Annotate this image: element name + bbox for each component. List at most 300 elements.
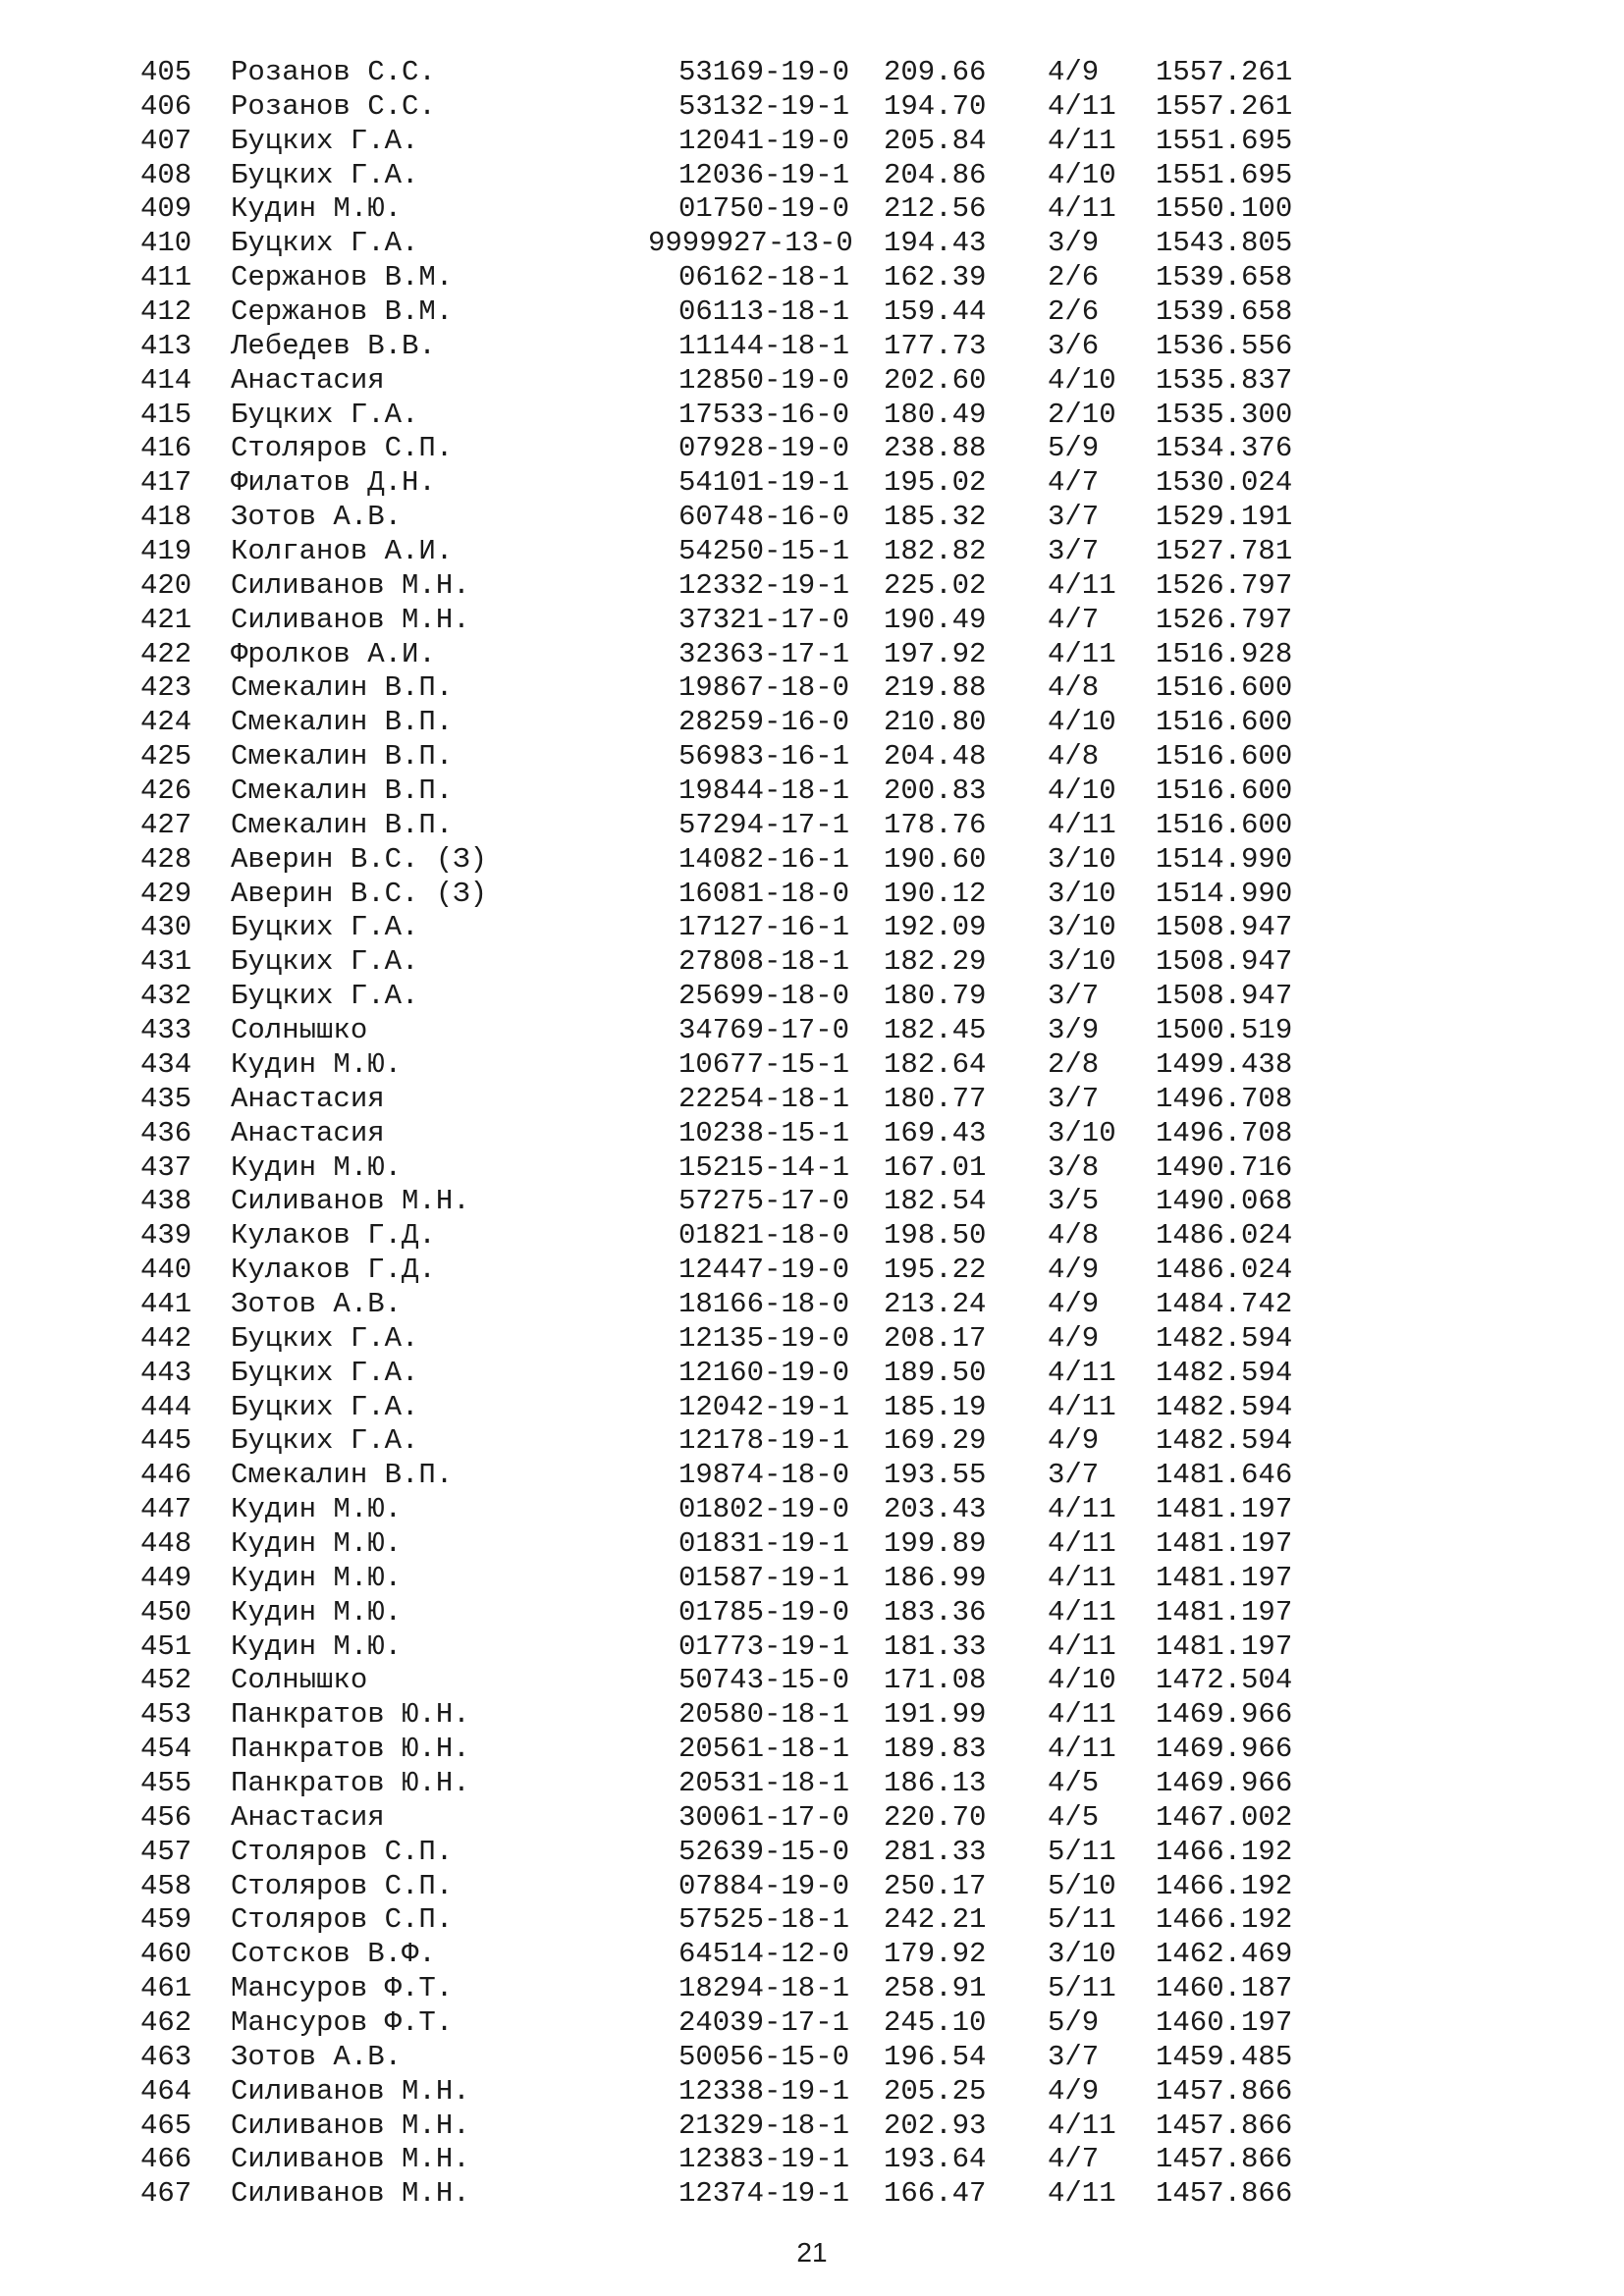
rating-score: 1500.519 bbox=[1156, 1014, 1293, 1047]
row-number: 426 bbox=[140, 774, 192, 808]
owner-name: Силиванов М.Н. bbox=[231, 1185, 470, 1218]
row-number: 459 bbox=[140, 1903, 192, 1937]
ratio-value: 3/9 bbox=[1048, 227, 1100, 260]
row-number: 444 bbox=[140, 1390, 192, 1423]
rating-score: 1482.594 bbox=[1156, 1356, 1293, 1389]
ratio-value: 4/11 bbox=[1048, 1390, 1116, 1423]
rating-score: 1481.197 bbox=[1156, 1526, 1293, 1560]
owner-name: Розанов С.С. bbox=[231, 89, 436, 123]
ratio-value: 4/8 bbox=[1048, 671, 1100, 705]
ratio-value: 4/5 bbox=[1048, 1800, 1100, 1834]
rating-score: 1543.805 bbox=[1156, 227, 1293, 260]
row-number: 427 bbox=[140, 808, 192, 841]
owner-name: Кулаков Г.Д. bbox=[231, 1254, 436, 1287]
table-row bbox=[0, 1083, 1624, 1117]
row-number: 438 bbox=[140, 1185, 192, 1218]
record-code: 01831-19-1 bbox=[677, 1526, 849, 1560]
measurement-value: 194.70 bbox=[884, 89, 987, 123]
owner-name: Буцких Г.А. bbox=[231, 398, 419, 431]
rating-score: 1516.600 bbox=[1156, 706, 1293, 739]
ratio-value: 3/10 bbox=[1048, 1938, 1116, 1971]
table-row bbox=[0, 911, 1624, 945]
rating-score: 1508.947 bbox=[1156, 911, 1293, 944]
record-code: 18166-18-0 bbox=[677, 1287, 849, 1320]
record-code: 19874-18-0 bbox=[677, 1459, 849, 1492]
measurement-value: 166.47 bbox=[884, 2177, 987, 2211]
record-code: 01587-19-1 bbox=[677, 1561, 849, 1594]
row-number: 450 bbox=[140, 1595, 192, 1629]
ratio-value: 4/8 bbox=[1048, 740, 1100, 774]
measurement-value: 238.88 bbox=[884, 432, 987, 465]
ratio-value: 4/7 bbox=[1048, 466, 1100, 500]
measurement-value: 212.56 bbox=[884, 192, 987, 226]
table-row bbox=[0, 878, 1624, 912]
table-row bbox=[0, 1903, 1624, 1938]
owner-name: Сержанов В.М. bbox=[231, 295, 454, 329]
record-code: 9999927-13-0 bbox=[648, 227, 853, 260]
owner-name: Лебедев В.В. bbox=[231, 329, 436, 362]
row-number: 466 bbox=[140, 2143, 192, 2176]
measurement-value: 192.09 bbox=[884, 911, 987, 944]
table-row bbox=[0, 1493, 1624, 1527]
ratio-value: 4/11 bbox=[1048, 1698, 1116, 1732]
row-number: 456 bbox=[140, 1800, 192, 1834]
measurement-value: 185.32 bbox=[884, 501, 987, 534]
row-number: 462 bbox=[140, 2005, 192, 2039]
table-row bbox=[0, 399, 1624, 433]
measurement-value: 186.13 bbox=[884, 1766, 987, 1799]
record-code: 21329-18-1 bbox=[677, 2109, 849, 2142]
owner-name: Сержанов В.М. bbox=[231, 261, 454, 294]
record-code: 20561-18-1 bbox=[677, 1733, 849, 1766]
rating-score: 1529.191 bbox=[1156, 501, 1293, 534]
table-row bbox=[0, 125, 1624, 159]
rating-score: 1484.742 bbox=[1156, 1287, 1293, 1320]
rating-score: 1536.556 bbox=[1156, 329, 1293, 362]
ratio-value: 4/11 bbox=[1048, 568, 1116, 602]
ratio-value: 4/7 bbox=[1048, 603, 1100, 636]
measurement-value: 181.33 bbox=[884, 1629, 987, 1663]
record-code: 19844-18-1 bbox=[677, 774, 849, 808]
record-code: 12042-19-1 bbox=[677, 1390, 849, 1423]
measurement-value: 205.25 bbox=[884, 2074, 987, 2108]
measurement-value: 177.73 bbox=[884, 329, 987, 362]
table-row bbox=[0, 466, 1624, 501]
row-number: 453 bbox=[140, 1698, 192, 1732]
record-code: 53132-19-1 bbox=[677, 89, 849, 123]
record-code: 64514-12-0 bbox=[677, 1938, 849, 1971]
ratio-value: 4/7 bbox=[1048, 2143, 1100, 2176]
owner-name: Столяров С.П. bbox=[231, 1869, 454, 1902]
row-number: 442 bbox=[140, 1321, 192, 1355]
row-number: 464 bbox=[140, 2074, 192, 2108]
record-code: 18294-18-1 bbox=[677, 1972, 849, 2005]
owner-name: Столяров С.П. bbox=[231, 1835, 454, 1868]
rating-score: 1539.658 bbox=[1156, 295, 1293, 329]
owner-name: Мансуров Ф.Т. bbox=[231, 2005, 454, 2039]
rating-score: 1550.100 bbox=[1156, 192, 1293, 226]
rating-score: 1469.966 bbox=[1156, 1766, 1293, 1799]
rating-score: 1551.695 bbox=[1156, 158, 1293, 191]
table-row bbox=[0, 90, 1624, 125]
ratio-value: 4/9 bbox=[1048, 1254, 1100, 1287]
measurement-value: 189.50 bbox=[884, 1356, 987, 1389]
record-code: 50743-15-0 bbox=[677, 1664, 849, 1697]
measurement-value: 220.70 bbox=[884, 1800, 987, 1834]
row-number: 447 bbox=[140, 1493, 192, 1526]
rating-score: 1481.197 bbox=[1156, 1595, 1293, 1629]
measurement-value: 185.19 bbox=[884, 1390, 987, 1423]
record-code: 24039-17-1 bbox=[677, 2005, 849, 2039]
ratio-value: 3/7 bbox=[1048, 980, 1100, 1013]
owner-name: Смекалин В.П. bbox=[231, 671, 454, 705]
record-code: 54101-19-1 bbox=[677, 466, 849, 500]
rating-score: 1466.192 bbox=[1156, 1835, 1293, 1868]
rating-score: 1460.197 bbox=[1156, 2005, 1293, 2039]
owner-name: Смекалин В.П. bbox=[231, 808, 454, 841]
table-row bbox=[0, 2109, 1624, 2144]
record-code: 07884-19-0 bbox=[677, 1869, 849, 1902]
record-code: 30061-17-0 bbox=[677, 1800, 849, 1834]
table-row bbox=[0, 1288, 1624, 1322]
ratio-value: 3/7 bbox=[1048, 2040, 1100, 2073]
ratio-value: 2/8 bbox=[1048, 1047, 1100, 1081]
rating-score: 1499.438 bbox=[1156, 1047, 1293, 1081]
row-number: 433 bbox=[140, 1014, 192, 1047]
owner-name: Силиванов М.Н. bbox=[231, 2143, 470, 2176]
rating-score: 1516.600 bbox=[1156, 671, 1293, 705]
rating-score: 1486.024 bbox=[1156, 1219, 1293, 1253]
owner-name: Смекалин В.П. bbox=[231, 774, 454, 808]
row-number: 461 bbox=[140, 1972, 192, 2005]
record-code: 06162-18-1 bbox=[677, 261, 849, 294]
record-code: 12332-19-1 bbox=[677, 568, 849, 602]
ratio-value: 4/9 bbox=[1048, 1321, 1100, 1355]
rating-score: 1486.024 bbox=[1156, 1254, 1293, 1287]
table-row bbox=[0, 843, 1624, 878]
table-row bbox=[0, 604, 1624, 638]
measurement-value: 193.64 bbox=[884, 2143, 987, 2176]
ratio-value: 4/5 bbox=[1048, 1766, 1100, 1799]
measurement-value: 208.17 bbox=[884, 1321, 987, 1355]
record-code: 20531-18-1 bbox=[677, 1766, 849, 1799]
row-number: 431 bbox=[140, 945, 192, 979]
owner-name: Буцких Г.А. bbox=[231, 1424, 419, 1458]
rating-score: 1527.781 bbox=[1156, 535, 1293, 568]
owner-name: Буцких Г.А. bbox=[231, 227, 419, 260]
measurement-value: 169.43 bbox=[884, 1116, 987, 1149]
measurement-value: 183.36 bbox=[884, 1595, 987, 1629]
results-table bbox=[0, 56, 1624, 2212]
measurement-value: 195.02 bbox=[884, 466, 987, 500]
table-row bbox=[0, 1185, 1624, 1219]
record-code: 12374-19-1 bbox=[677, 2177, 849, 2211]
table-row bbox=[0, 1527, 1624, 1562]
measurement-value: 198.50 bbox=[884, 1219, 987, 1253]
table-row bbox=[0, 1048, 1624, 1083]
rating-score: 1467.002 bbox=[1156, 1800, 1293, 1834]
row-number: 411 bbox=[140, 261, 192, 294]
rating-score: 1516.928 bbox=[1156, 637, 1293, 670]
ratio-value: 3/10 bbox=[1048, 1116, 1116, 1149]
owner-name: Панкратов Ю.Н. bbox=[231, 1698, 470, 1732]
table-row bbox=[0, 1151, 1624, 1186]
measurement-value: 182.82 bbox=[884, 535, 987, 568]
owner-name: Анастасия bbox=[231, 1082, 385, 1115]
measurement-value: 213.24 bbox=[884, 1287, 987, 1320]
measurement-value: 180.77 bbox=[884, 1082, 987, 1115]
measurement-value: 189.83 bbox=[884, 1733, 987, 1766]
ratio-value: 4/8 bbox=[1048, 1219, 1100, 1253]
record-code: 10677-15-1 bbox=[677, 1047, 849, 1081]
row-number: 445 bbox=[140, 1424, 192, 1458]
record-code: 15215-14-1 bbox=[677, 1150, 849, 1184]
table-row bbox=[0, 1117, 1624, 1151]
row-number: 424 bbox=[140, 706, 192, 739]
rating-score: 1481.197 bbox=[1156, 1629, 1293, 1663]
table-row bbox=[0, 945, 1624, 980]
record-code: 57525-18-1 bbox=[677, 1903, 849, 1937]
row-number: 410 bbox=[140, 227, 192, 260]
measurement-value: 179.92 bbox=[884, 1938, 987, 1971]
measurement-value: 190.49 bbox=[884, 603, 987, 636]
measurement-value: 182.64 bbox=[884, 1047, 987, 1081]
table-row bbox=[0, 1767, 1624, 1801]
rating-score: 1481.197 bbox=[1156, 1493, 1293, 1526]
rating-score: 1482.594 bbox=[1156, 1390, 1293, 1423]
row-number: 422 bbox=[140, 637, 192, 670]
owner-name: Солнышко bbox=[231, 1014, 368, 1047]
record-code: 52639-15-0 bbox=[677, 1835, 849, 1868]
owner-name: Кудин М.Ю. bbox=[231, 1150, 403, 1184]
ratio-value: 4/11 bbox=[1048, 1561, 1116, 1594]
table-row bbox=[0, 1459, 1624, 1493]
row-number: 421 bbox=[140, 603, 192, 636]
ratio-value: 4/10 bbox=[1048, 158, 1116, 191]
record-code: 22254-18-1 bbox=[677, 1082, 849, 1115]
rating-score: 1457.866 bbox=[1156, 2177, 1293, 2211]
owner-name: Панкратов Ю.Н. bbox=[231, 1766, 470, 1799]
record-code: 57275-17-0 bbox=[677, 1185, 849, 1218]
table-row bbox=[0, 1219, 1624, 1254]
record-code: 20580-18-1 bbox=[677, 1698, 849, 1732]
row-number: 440 bbox=[140, 1254, 192, 1287]
owner-name: Силиванов М.Н. bbox=[231, 568, 470, 602]
table-row bbox=[0, 2143, 1624, 2177]
measurement-value: 182.54 bbox=[884, 1185, 987, 1218]
record-code: 12041-19-0 bbox=[677, 124, 849, 157]
rating-score: 1516.600 bbox=[1156, 740, 1293, 774]
record-code: 28259-16-0 bbox=[677, 706, 849, 739]
table-row bbox=[0, 671, 1624, 706]
ratio-value: 3/6 bbox=[1048, 329, 1100, 362]
measurement-value: 162.39 bbox=[884, 261, 987, 294]
rating-score: 1466.192 bbox=[1156, 1869, 1293, 1902]
owner-name: Буцких Г.А. bbox=[231, 980, 419, 1013]
ratio-value: 4/9 bbox=[1048, 56, 1100, 88]
record-code: 16081-18-0 bbox=[677, 877, 849, 910]
record-code: 12135-19-0 bbox=[677, 1321, 849, 1355]
table-row bbox=[0, 1424, 1624, 1459]
measurement-value: 182.29 bbox=[884, 945, 987, 979]
measurement-value: 171.08 bbox=[884, 1664, 987, 1697]
measurement-value: 202.93 bbox=[884, 2109, 987, 2142]
table-row bbox=[0, 809, 1624, 843]
owner-name: Кудин М.Ю. bbox=[231, 1493, 403, 1526]
record-code: 34769-17-0 bbox=[677, 1014, 849, 1047]
ratio-value: 3/7 bbox=[1048, 1459, 1100, 1492]
rating-score: 1459.485 bbox=[1156, 2040, 1293, 2073]
rating-score: 1514.990 bbox=[1156, 842, 1293, 876]
measurement-value: 182.45 bbox=[884, 1014, 987, 1047]
row-number: 455 bbox=[140, 1766, 192, 1799]
row-number: 425 bbox=[140, 740, 192, 774]
ratio-value: 3/10 bbox=[1048, 877, 1116, 910]
table-row bbox=[0, 295, 1624, 330]
measurement-value: 180.79 bbox=[884, 980, 987, 1013]
ratio-value: 4/10 bbox=[1048, 706, 1116, 739]
rating-score: 1535.837 bbox=[1156, 363, 1293, 397]
owner-name: Силиванов М.Н. bbox=[231, 2177, 470, 2211]
table-row bbox=[0, 980, 1624, 1014]
owner-name: Буцких Г.А. bbox=[231, 158, 419, 191]
measurement-value: 200.83 bbox=[884, 774, 987, 808]
rating-score: 1462.469 bbox=[1156, 1938, 1293, 1971]
table-row bbox=[0, 1562, 1624, 1596]
table-row bbox=[0, 740, 1624, 774]
table-row bbox=[0, 227, 1624, 261]
table-row bbox=[0, 706, 1624, 740]
record-code: 37321-17-0 bbox=[677, 603, 849, 636]
owner-name: Зотов А.В. bbox=[231, 2040, 403, 2073]
rating-score: 1534.376 bbox=[1156, 432, 1293, 465]
row-number: 435 bbox=[140, 1082, 192, 1115]
page-number: 21 bbox=[796, 2237, 828, 2268]
ratio-value: 3/7 bbox=[1048, 1082, 1100, 1115]
owner-name: Филатов Д.Н. bbox=[231, 466, 436, 500]
owner-name: Силиванов М.Н. bbox=[231, 2074, 470, 2108]
row-number: 419 bbox=[140, 535, 192, 568]
table-row bbox=[0, 192, 1624, 227]
rating-score: 1469.966 bbox=[1156, 1733, 1293, 1766]
rating-score: 1490.716 bbox=[1156, 1150, 1293, 1184]
ratio-value: 4/9 bbox=[1048, 1287, 1100, 1320]
owner-name: Мансуров Ф.Т. bbox=[231, 1972, 454, 2005]
rating-score: 1496.708 bbox=[1156, 1116, 1293, 1149]
rating-score: 1469.966 bbox=[1156, 1698, 1293, 1732]
measurement-value: 169.29 bbox=[884, 1424, 987, 1458]
record-code: 12447-19-0 bbox=[677, 1254, 849, 1287]
rating-score: 1526.797 bbox=[1156, 568, 1293, 602]
row-number: 417 bbox=[140, 466, 192, 500]
row-number: 451 bbox=[140, 1629, 192, 1663]
table-row bbox=[0, 261, 1624, 295]
record-code: 12338-19-1 bbox=[677, 2074, 849, 2108]
row-number: 420 bbox=[140, 568, 192, 602]
row-number: 437 bbox=[140, 1150, 192, 1184]
ratio-value: 4/10 bbox=[1048, 1664, 1116, 1697]
ratio-value: 4/11 bbox=[1048, 124, 1116, 157]
rating-score: 1460.187 bbox=[1156, 1972, 1293, 2005]
ratio-value: 4/11 bbox=[1048, 2177, 1116, 2211]
row-number: 415 bbox=[140, 398, 192, 431]
row-number: 454 bbox=[140, 1733, 192, 1766]
record-code: 01785-19-0 bbox=[677, 1595, 849, 1629]
record-code: 17127-16-1 bbox=[677, 911, 849, 944]
owner-name: Буцких Г.А. bbox=[231, 945, 419, 979]
owner-name: Буцких Г.А. bbox=[231, 1390, 419, 1423]
row-number: 465 bbox=[140, 2109, 192, 2142]
record-code: 12160-19-0 bbox=[677, 1356, 849, 1389]
ratio-value: 5/9 bbox=[1048, 432, 1100, 465]
row-number: 452 bbox=[140, 1664, 192, 1697]
owner-name: Анастасия bbox=[231, 1800, 385, 1834]
measurement-value: 258.91 bbox=[884, 1972, 987, 2005]
owner-name: Силиванов М.Н. bbox=[231, 2109, 470, 2142]
measurement-value: 178.76 bbox=[884, 808, 987, 841]
owner-name: Панкратов Ю.Н. bbox=[231, 1733, 470, 1766]
row-number: 458 bbox=[140, 1869, 192, 1902]
measurement-value: 209.66 bbox=[884, 56, 987, 88]
owner-name: Буцких Г.А. bbox=[231, 1321, 419, 1355]
row-number: 408 bbox=[140, 158, 192, 191]
table-row bbox=[0, 1698, 1624, 1733]
record-code: 17533-16-0 bbox=[677, 398, 849, 431]
table-row bbox=[0, 2041, 1624, 2075]
table-row bbox=[0, 1664, 1624, 1698]
table-row bbox=[0, 56, 1624, 90]
rating-score: 1535.300 bbox=[1156, 398, 1293, 431]
rating-score: 1457.866 bbox=[1156, 2074, 1293, 2108]
ratio-value: 3/5 bbox=[1048, 1185, 1100, 1218]
record-code: 25699-18-0 bbox=[677, 980, 849, 1013]
measurement-value: 250.17 bbox=[884, 1869, 987, 1902]
record-code: 12178-19-1 bbox=[677, 1424, 849, 1458]
row-number: 467 bbox=[140, 2177, 192, 2211]
row-number: 405 bbox=[140, 56, 192, 88]
table-row bbox=[0, 1014, 1624, 1048]
ratio-value: 4/11 bbox=[1048, 1595, 1116, 1629]
table-row bbox=[0, 364, 1624, 399]
ratio-value: 4/11 bbox=[1048, 1356, 1116, 1389]
table-row bbox=[0, 432, 1624, 466]
rating-score: 1490.068 bbox=[1156, 1185, 1293, 1218]
rating-score: 1482.594 bbox=[1156, 1321, 1293, 1355]
row-number: 407 bbox=[140, 124, 192, 157]
measurement-value: 225.02 bbox=[884, 568, 987, 602]
table-row bbox=[0, 159, 1624, 193]
ratio-value: 4/10 bbox=[1048, 363, 1116, 397]
ratio-value: 4/11 bbox=[1048, 808, 1116, 841]
ratio-value: 3/8 bbox=[1048, 1150, 1100, 1184]
record-code: 56983-16-1 bbox=[677, 740, 849, 774]
record-code: 12036-19-1 bbox=[677, 158, 849, 191]
measurement-value: 204.48 bbox=[884, 740, 987, 774]
owner-name: Розанов С.С. bbox=[231, 56, 436, 88]
table-row bbox=[0, 1357, 1624, 1391]
row-number: 443 bbox=[140, 1356, 192, 1389]
owner-name: Аверин В.С. (З) bbox=[231, 842, 488, 876]
table-row bbox=[0, 1322, 1624, 1357]
owner-name: Смекалин В.П. bbox=[231, 740, 454, 774]
record-code: 57294-17-1 bbox=[677, 808, 849, 841]
record-code: 01802-19-0 bbox=[677, 1493, 849, 1526]
record-code: 01821-18-0 bbox=[677, 1219, 849, 1253]
measurement-value: 219.88 bbox=[884, 671, 987, 705]
record-code: 54250-15-1 bbox=[677, 535, 849, 568]
rating-score: 1481.197 bbox=[1156, 1561, 1293, 1594]
table-row bbox=[0, 1254, 1624, 1288]
